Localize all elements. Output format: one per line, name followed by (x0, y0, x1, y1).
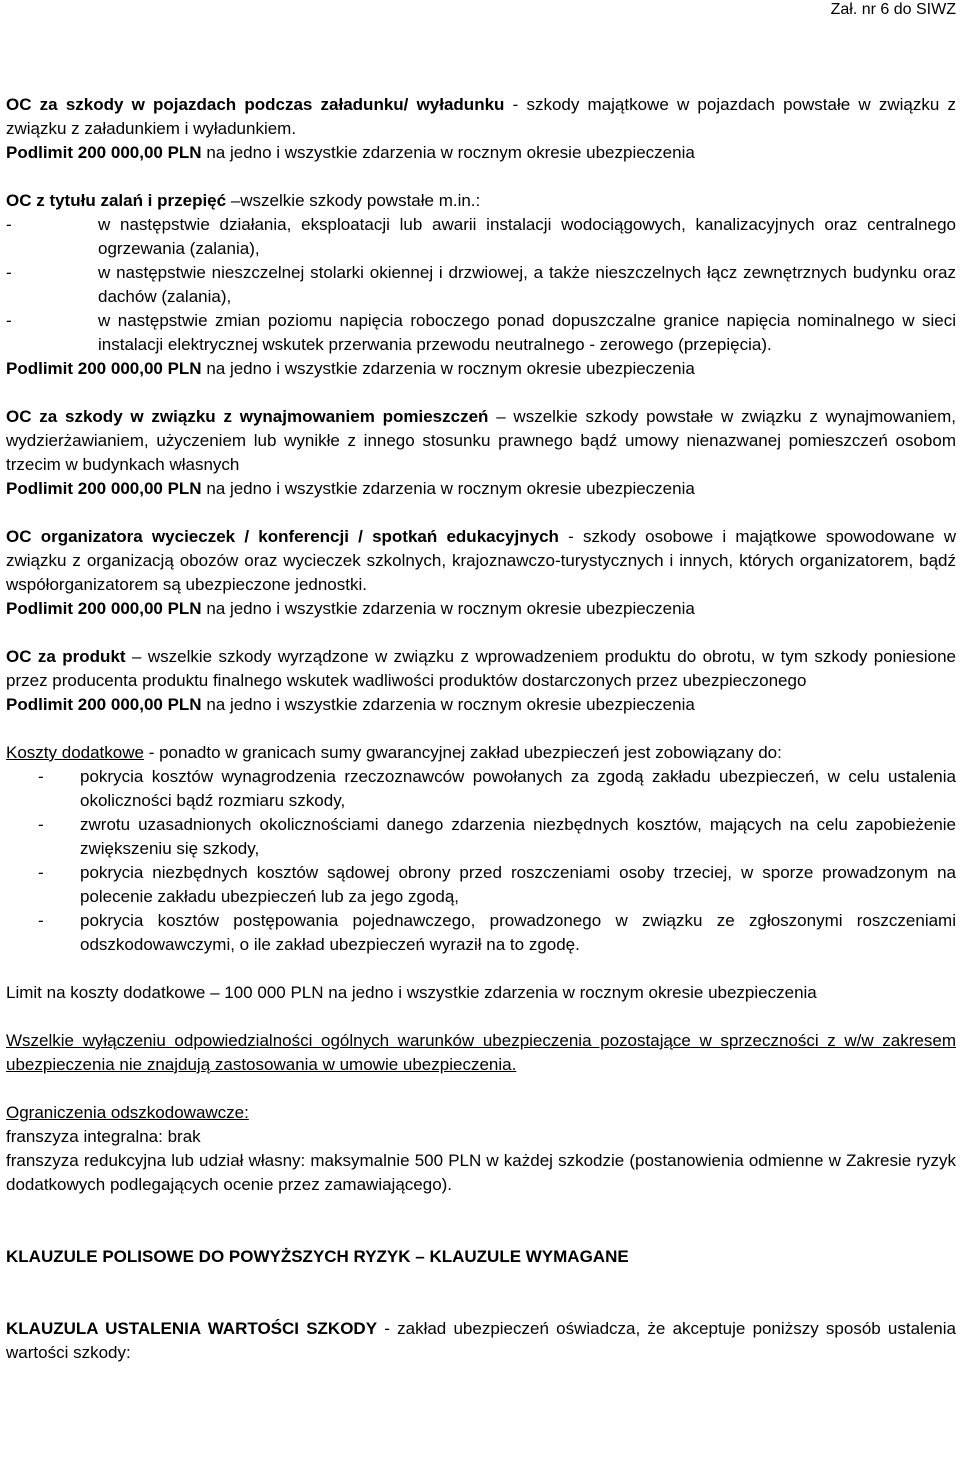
section-title: OC z tytułu zalań i przepięć (6, 191, 231, 210)
section-limit (6, 981, 956, 1005)
sublimit-label: Podlimit 200 000,00 PLN (6, 599, 202, 618)
restrictions-title-text: Ograniczenia odszkodowawcze: (6, 1103, 249, 1122)
section-text: - zakład ubezpieczeń oświadcza, że akceptuje poniższy sposób ustalenia wartości szkody: (6, 1319, 956, 1362)
sublimit-text: na jedno i wszystkie zdarzenia w rocznym okresie ubezpieczenia (201, 479, 695, 498)
list-item: - w następstwie działania, eksploatacji lub awarii instalacji wodociągowych, kanalizacyjnych oraz centralnego ogrzewania (zalania), (6, 213, 956, 261)
list-item: - w następstwie nieszczelnej stolarki okiennej i drzwiowej, a także nieszczelnych łącz zewnętrznych budynku oraz dachów (zalania), (6, 261, 956, 309)
section-valuation (6, 1317, 956, 1365)
section-restrictions (6, 1101, 956, 1197)
section-text: – wszelkie szkody powstałe w związku z wynajmowaniem, wydzierżawianiem, użyczeniem lub wynikłe z innego stosunku prawnego bądź umowy nienazwanej pomieszczeń osobom trzecim w budynkach własnych (6, 407, 956, 474)
sublimit-label: Podlimit 200 000,00 PLN (6, 143, 202, 162)
section-title: OC za produkt (6, 647, 126, 666)
section-paragraph (6, 93, 956, 141)
extra-costs-list (6, 765, 956, 957)
restrictions-line-1: franszyza integralna: brak (6, 1127, 201, 1146)
section-paragraph (6, 645, 956, 693)
page-reference: Zał. nr 6 do SIWZ (830, 1, 956, 18)
section-text: –wszelkie szkody powstałe m.in.: (230, 191, 481, 210)
sublimit-line (6, 477, 956, 501)
section-title: OC za szkody w związku z wynajmowaniem pomieszczeń (6, 407, 489, 426)
sublimit-text: na jedno i wszystkie zdarzenia w rocznym okresie ubezpieczenia (201, 599, 695, 618)
exclusions-text (6, 1029, 956, 1077)
section-title: OC organizatora wycieczek / konferencji / spotkań edukacyjnych (6, 527, 559, 546)
clauses-heading-text: KLAUZULE POLISOWE DO POWYŻSZYCH RYZYK – KLAUZULE WYMAGANE (6, 1247, 629, 1266)
list-item: - pokrycia kosztów wynagrodzenia rzeczoznawców powołanych za zgodą zakładu ubezpieczeń, w celu ustalenia okoliczności bądź rozmiaru szkody, (6, 765, 956, 813)
section-text: - ponadto w granicach sumy gwarancyjnej zakład ubezpieczeń jest zobowiązany do: (143, 743, 782, 762)
flood-list (6, 213, 956, 357)
list-item: - pokrycia kosztów postępowania pojednawczego, prowadzonego w związku ze zgłoszonymi roszczeniami odszkodowawczymi, o ile zakład ubezpieczeń wyraził na to zgodę. (6, 909, 956, 957)
list-item: - zwrotu uzasadnionych okolicznościami danego zdarzenia niezbędnych kosztów, mających na celu zapobieżenie zwiększeniu się szkody, (6, 813, 956, 861)
section-text: - szkody majątkowe w pojazdach powstałe w związku z związku z załadunkiem i wyładunkiem. (6, 95, 956, 138)
sublimit-text: na jedno i wszystkie zdarzenia w rocznym okresie ubezpieczenia (201, 143, 695, 162)
section-paragraph (6, 525, 956, 597)
restrictions-title (6, 1101, 956, 1125)
list-item: - pokrycia niezbędnych kosztów sądowej obrony przed roszczeniami osoby trzeciej, w sporze prowadzonym na polecenie zakładu ubezpieczeń lub za jego zgodą, (6, 861, 956, 909)
section-exclusions (6, 1029, 956, 1077)
clauses-heading (6, 1245, 956, 1269)
section-text: - szkody osobowe i majątkowe spowodowane w związku z organizacją obozów oraz wycieczek szkolnych, krajoznawczo-turystycznych i innych, których organizatorem, bądź współorganizatorem są ubezpieczone jednostki. (6, 527, 957, 594)
section-trips (6, 525, 956, 621)
section-title: KLAUZULA USTALENIA WARTOŚCI SZKODY (6, 1319, 378, 1338)
exclusions-underlined: Wszelkie wyłączeniu odpowiedzialności ogólnych warunków ubezpieczenia pozostające w sprzeczności z w/w zakresem ubezpieczenia nie znajdują zastosowania w umowie ubezpieczenia. (6, 1031, 956, 1074)
section-title: OC za szkody w pojazdach podczas załadunku/ wyładunku (6, 95, 505, 114)
section-rental (6, 405, 956, 501)
section-flood (6, 189, 956, 381)
section-paragraph (6, 741, 956, 765)
sublimit-line (6, 693, 956, 717)
section-clauses (6, 1245, 956, 1269)
section-extra-costs (6, 741, 956, 957)
sublimit-label: Podlimit 200 000,00 PLN (6, 359, 202, 378)
section-product (6, 645, 956, 717)
section-paragraph (6, 405, 956, 477)
sublimit-text: na jedno i wszystkie zdarzenia w rocznym okresie ubezpieczenia (201, 359, 695, 378)
section-paragraph (6, 189, 956, 213)
section-title: Koszty dodatkowe (6, 743, 144, 762)
section-paragraph (6, 1317, 956, 1365)
sublimit-label: Podlimit 200 000,00 PLN (6, 479, 202, 498)
limit-text: Limit na koszty dodatkowe – 100 000 PLN na jedno i wszystkie zdarzenia w rocznym okresie ubezpieczenia (6, 983, 817, 1002)
section-loading (6, 93, 956, 165)
sublimit-line (6, 141, 956, 165)
section-text: – wszelkie szkody wyrządzone w związku z wprowadzeniem produktu do obrotu, w tym szkody poniesione przez producenta produktu finalnego wskutek wadliwości produktów dostarczonych przez ubezpieczonego (6, 647, 956, 690)
restrictions-line-2: franszyza redukcyjna lub udział własny: maksymalnie 500 PLN w każdej szkodzie (postanowienia odmienne w Zakresie ryzyk dodatkowych podlegających ocenie przez zamawiającego). (6, 1151, 956, 1194)
sublimit-line (6, 357, 956, 381)
sublimit-label: Podlimit 200 000,00 PLN (6, 695, 202, 714)
list-item: - w następstwie zmian poziomu napięcia roboczego ponad dopuszczalne granice napięcia nominalnego w sieci instalacji elektrycznej wskutek przerwania przewodu neutralnego - zerowego (przepięcia). (6, 309, 956, 357)
sublimit-line (6, 597, 956, 621)
document-body (6, 93, 956, 1365)
sublimit-text: na jedno i wszystkie zdarzenia w rocznym okresie ubezpieczenia (201, 695, 695, 714)
